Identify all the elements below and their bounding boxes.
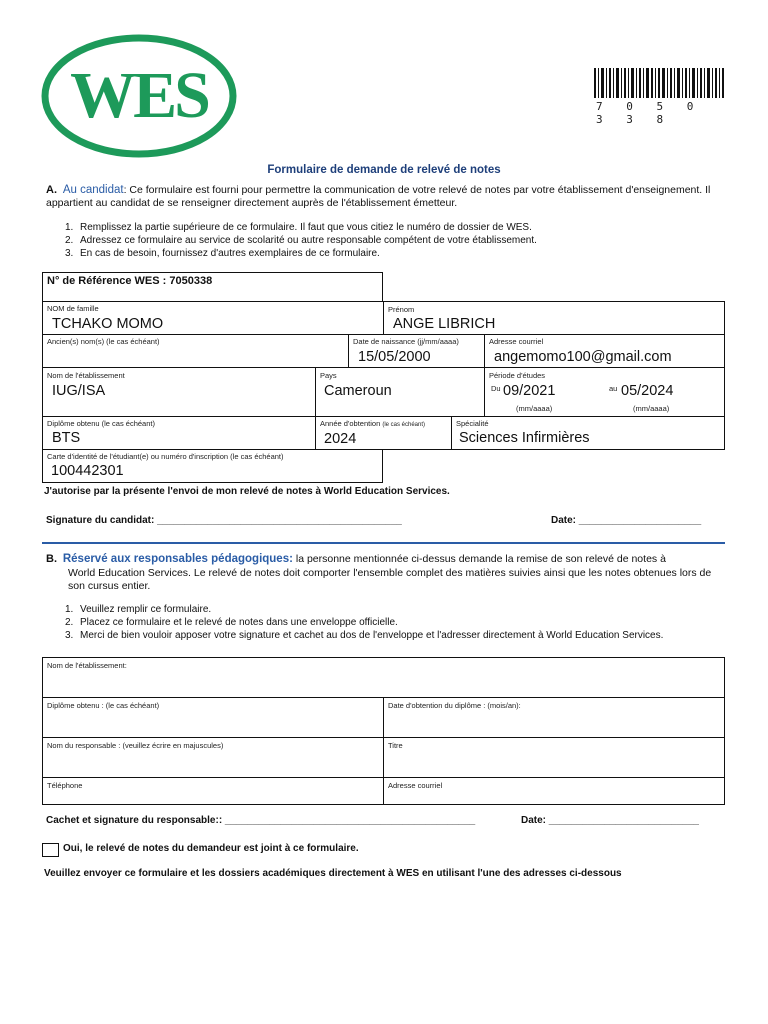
specialite-label: Spécialité bbox=[456, 419, 489, 428]
barcode bbox=[594, 68, 724, 98]
pays-field[interactable] bbox=[315, 367, 485, 417]
section-a-intro bbox=[46, 184, 736, 210]
wes-logo bbox=[40, 33, 238, 159]
anciens-noms-field[interactable] bbox=[42, 334, 349, 368]
candidate-signature-line[interactable]: Signature du candidat: ____________________________________________ bbox=[46, 515, 402, 526]
section-a-heading: Au candidat bbox=[62, 184, 124, 196]
nom-label: NOM de famille bbox=[47, 304, 99, 313]
b-date-diplome-field[interactable] bbox=[383, 697, 725, 738]
list-item: 3. Merci de bien vouloir apposer votre signature et cachet au dos de l'enveloppe et l'adresser directement à World Education Services. bbox=[65, 630, 664, 641]
annee-label: Année d'obtention bbox=[320, 419, 381, 428]
reference-number: N° de Référence WES : 7050338 bbox=[47, 275, 213, 287]
section-b-intro bbox=[46, 553, 731, 566]
diplome-value: BTS bbox=[52, 430, 81, 446]
etablissement-field[interactable] bbox=[42, 367, 316, 417]
list-item: 1. Veuillez remplir ce formulaire. bbox=[65, 604, 212, 615]
du-format: (mm/aaaa) bbox=[516, 404, 553, 413]
anciens-noms-label: Ancien(s) nom(s) (le cas échéant) bbox=[47, 337, 160, 346]
au-label: au bbox=[609, 384, 618, 393]
b-titre-label: Titre bbox=[388, 741, 403, 750]
annee-label-small: (le cas échéant) bbox=[382, 422, 426, 428]
b-telephone-field[interactable] bbox=[42, 777, 384, 805]
specialite-field[interactable] bbox=[451, 416, 725, 450]
section-divider bbox=[42, 542, 725, 544]
prenom-field[interactable] bbox=[383, 301, 725, 335]
annee-label-wrap bbox=[320, 419, 425, 428]
barcode-number: 7 0 5 0 3 3 8 bbox=[596, 100, 702, 126]
diplome-label: Diplôme obtenu (le cas échéant) bbox=[47, 419, 155, 428]
candidate-date-line[interactable]: Date: ______________________ bbox=[551, 515, 702, 526]
b-courriel-field[interactable] bbox=[383, 777, 725, 805]
courriel-value: angemomo100@gmail.com bbox=[494, 349, 672, 365]
courriel-field[interactable] bbox=[484, 334, 725, 368]
etablissement-label: Nom de l'établissement bbox=[47, 371, 125, 380]
transcript-attached-label: Oui, le relevé de notes du demandeur est joint à ce formulaire. bbox=[63, 843, 359, 854]
nom-value: TCHAKO MOMO bbox=[52, 316, 164, 332]
form-title: Formulaire de demande de relevé de notes bbox=[267, 164, 501, 176]
specialite-value: Sciences Infirmières bbox=[459, 430, 590, 446]
prenom-label: Prénom bbox=[388, 305, 415, 314]
du-label: Du bbox=[491, 384, 501, 393]
cachet-signature-line[interactable]: Cachet et signature du responsable:: _____________________________________________ bbox=[46, 815, 476, 826]
pays-label: Pays bbox=[320, 371, 337, 380]
b-responsable-field[interactable] bbox=[42, 737, 384, 778]
du-value: 09/2021 bbox=[503, 383, 556, 399]
pays-value: Cameroun bbox=[324, 383, 392, 399]
section-b-heading: Réservé aux responsables pédagogiques: bbox=[62, 553, 293, 565]
b-titre-field[interactable] bbox=[383, 737, 725, 778]
naissance-field[interactable] bbox=[348, 334, 485, 368]
b-courriel-label: Adresse courriel bbox=[388, 781, 443, 790]
b-diplome-field[interactable] bbox=[42, 697, 384, 738]
b-telephone-label: Téléphone bbox=[47, 781, 83, 790]
section-b-steps bbox=[65, 603, 735, 642]
b-diplome-label: Diplôme obtenu : (le cas échéant) bbox=[47, 701, 160, 710]
naissance-label: Date de naissance (jj/mm/aaaa) bbox=[353, 337, 459, 346]
etablissement-value: IUG/ISA bbox=[52, 383, 106, 399]
au-format: (mm/aaaa) bbox=[633, 404, 670, 413]
prenom-value: ANGE LIBRICH bbox=[393, 316, 496, 332]
list-item: 2. Placez ce formulaire et le relevé de notes dans une enveloppe officielle. bbox=[65, 617, 398, 628]
footer-instruction: Veuillez envoyer ce formulaire et les dossiers académiques directement à WES en utilisant l'une des adresses ci-dessous bbox=[44, 868, 622, 879]
au-value: 05/2024 bbox=[621, 383, 674, 399]
authorization-text: J'autorise par la présente l'envoi de mon relevé de notes à World Education Services. bbox=[44, 486, 450, 497]
periode-field[interactable] bbox=[484, 367, 725, 417]
b-date-line[interactable]: Date: ___________________________ bbox=[521, 815, 699, 826]
b-etablissement-label: Nom de l'établissement: bbox=[47, 661, 127, 670]
list-item: 3. En cas de besoin, fournissez d'autres exemplaires de ce formulaire. bbox=[65, 248, 380, 259]
diplome-field[interactable] bbox=[42, 416, 316, 450]
nom-field[interactable] bbox=[42, 301, 384, 335]
periode-label: Période d'études bbox=[489, 371, 546, 380]
carte-field[interactable] bbox=[42, 449, 383, 483]
courriel-label: Adresse courriel bbox=[489, 337, 544, 346]
carte-value: 100442301 bbox=[51, 463, 124, 479]
section-a-steps bbox=[65, 221, 725, 260]
list-item: 1. Remplissez la partie supérieure de ce formulaire. Il faut que vous citiez le numéro de dossier de WES. bbox=[65, 222, 532, 233]
section-b-intro-1: la personne mentionnée ci-dessus demande la remise de son relevé de notes à bbox=[292, 553, 666, 565]
naissance-value: 15/05/2000 bbox=[358, 349, 431, 365]
annee-value: 2024 bbox=[324, 431, 357, 447]
section-a-intro-text: : Ce formulaire est fourni pour permettre la communication de votre relevé de notes par votre établissement d'enseignement. Il appartient au candidat de se renseigner directement auprès de l'établissement émetteur. bbox=[46, 184, 711, 209]
reference-box bbox=[42, 272, 383, 302]
section-b-letter: B. bbox=[46, 553, 57, 565]
section-a-letter: A. bbox=[46, 184, 57, 196]
annee-field[interactable] bbox=[315, 416, 452, 450]
b-responsable-label: Nom du responsable : (veuillez écrire en majuscules) bbox=[47, 741, 224, 750]
carte-label: Carte d'identité de l'étudiant(e) ou numéro d'inscription (le cas échéant) bbox=[47, 452, 284, 461]
section-b-intro-2: World Education Services. Le relevé de notes doit comporter l'ensemble complet des matières suivies ainsi que les notes obtenues lors de son cursus entier. bbox=[68, 567, 712, 592]
b-etablissement-field[interactable] bbox=[42, 657, 725, 698]
list-item: 2. Adressez ce formulaire au service de scolarité ou autre responsable compétent de votre établissement. bbox=[65, 235, 537, 246]
transcript-attached-checkbox[interactable] bbox=[42, 843, 59, 857]
b-date-diplome-label: Date d'obtention du diplôme : (mois/an): bbox=[388, 701, 521, 710]
logo-text: WES bbox=[70, 59, 208, 132]
